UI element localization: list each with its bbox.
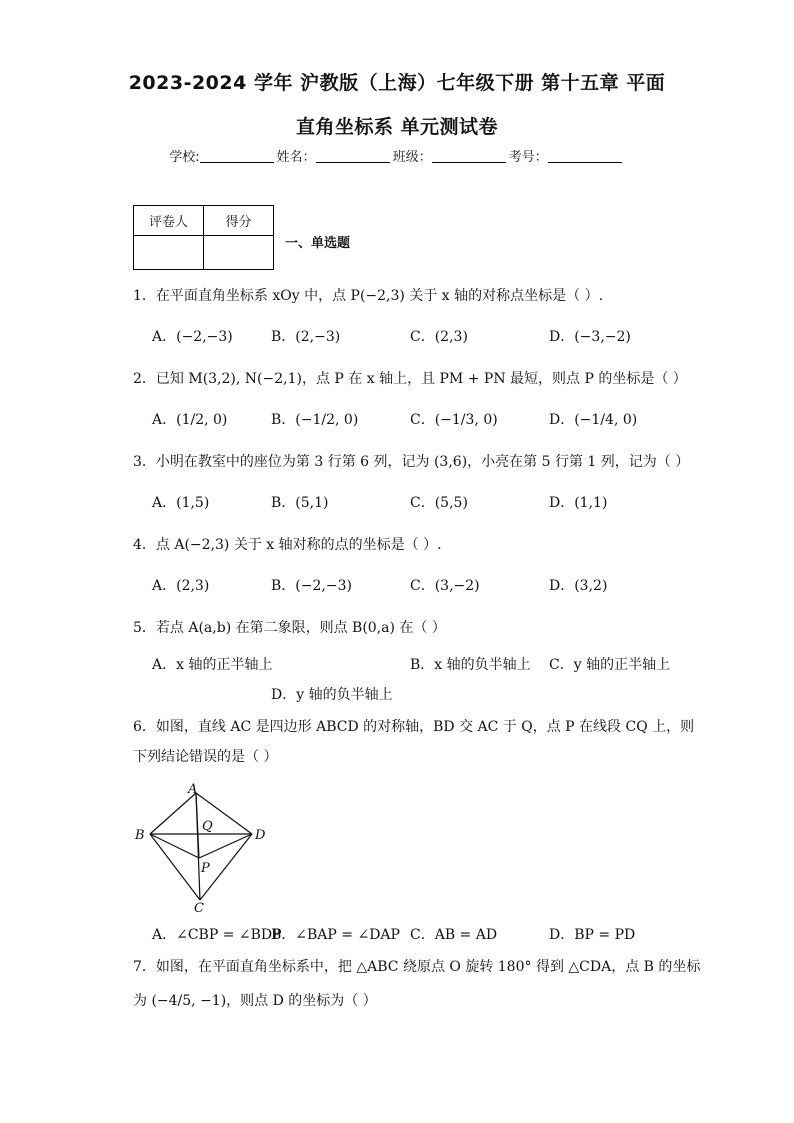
- title-line-1: 2023-2024 学年 沪教版（上海）七年级下册 第十五章 平面: [128, 72, 666, 94]
- q3-option-b: B．(5,1): [271, 495, 329, 511]
- q5-option-d: D．y 轴的负半轴上: [271, 687, 393, 703]
- q1-option-b: B．(2,−3): [271, 329, 341, 345]
- q4-option-d: D．(3,2): [549, 578, 608, 594]
- label-d: D: [255, 828, 266, 843]
- q1-option-d: D．(−3,−2): [549, 329, 631, 345]
- section-heading: 一、单选题: [285, 236, 351, 251]
- q4-option-c: C．(3,−2): [410, 578, 480, 594]
- q4-option-b: B．(−2,−3): [271, 578, 352, 594]
- question-4-stem: 4．点 A(−2,3) 关于 x 轴对称的点的坐标是（ ）.: [133, 537, 442, 553]
- score-cell: [204, 236, 274, 270]
- question-7-stem-line-2: 为 (−4/5, −1)，则点 D 的坐标为（ ）: [133, 993, 377, 1009]
- question-7-stem-line-1: 7．如图，在平面直角坐标系中，把 △ABC 绕原点 O 旋转 180° 得到 △CDA，点 B 的坐标: [133, 959, 701, 975]
- q6-option-c: C．AB = AD: [410, 927, 498, 943]
- q2-option-d: D．(−1/4, 0): [549, 412, 638, 428]
- segment-dp: [199, 834, 252, 858]
- grader-cell: [134, 236, 204, 270]
- score-table: [133, 205, 274, 270]
- q2-option-b: B．(−1/2, 0): [271, 412, 359, 428]
- question-5-stem: 5．若点 A(a,b) 在第二象限，则点 B(0,a) 在（ ）: [133, 620, 446, 636]
- class-blank: [432, 149, 506, 163]
- class-label: 班级：: [392, 150, 432, 165]
- question-6-stem-line-2: 下列结论错误的是（ ）: [133, 749, 278, 765]
- q2-option-a: A．(1/2, 0): [152, 412, 228, 428]
- q1-option-c: C．(2,3): [410, 329, 468, 345]
- q1-option-a: A．(−2,−3): [152, 329, 233, 345]
- edge-bc: [150, 834, 200, 900]
- student-info-line: [0, 146, 794, 165]
- quadrilateral-figure: [128, 780, 278, 915]
- q3-option-d: D．(1,1): [549, 495, 608, 511]
- q4-option-a: A．(2,3): [152, 578, 210, 594]
- question-3-stem: 3．小明在教室中的座位为第 3 行第 6 列，记为 (3,6)，小亮在第 5 行第 1 列，记为（ ）: [133, 454, 690, 470]
- q6-option-d: D．BP = PD: [549, 927, 636, 943]
- q6-option-b: B．∠BAP = ∠DAP: [271, 927, 400, 943]
- title-line-2: 直角坐标系 单元测试卷: [295, 116, 499, 138]
- question-1-stem: 1．在平面直角坐标系 xOy 中，点 P(−2,3) 关于 x 轴的对称点坐标是（ ）.: [133, 288, 604, 304]
- q6-option-a: A．∠CBP = ∠BDP: [152, 927, 282, 943]
- q5-option-b: B．x 轴的负半轴上: [410, 657, 531, 673]
- q3-option-a: A．(1,5): [152, 495, 210, 511]
- q5-option-a: A．x 轴的正半轴上: [152, 657, 273, 673]
- grader-header: 评卷人: [134, 206, 204, 236]
- label-a: A: [188, 782, 198, 797]
- number-blank: [548, 149, 622, 163]
- q2-option-c: C．(−1/3, 0): [410, 412, 498, 428]
- label-b: B: [135, 828, 145, 843]
- score-header: 得分: [204, 206, 274, 236]
- question-2-stem: 2．已知 M(3,2), N(−2,1)，点 P 在 x 轴上，且 PM + PN 最短，则点 P 的坐标是（ ）: [133, 371, 687, 387]
- number-label: 考号：: [508, 150, 548, 165]
- q5-option-c: C．y 轴的正半轴上: [549, 657, 671, 673]
- segment-bp: [150, 834, 199, 858]
- name-blank: [316, 149, 390, 163]
- label-p: P: [201, 861, 210, 876]
- q3-option-c: C．(5,5): [410, 495, 468, 511]
- school-blank: [200, 149, 274, 163]
- name-label: 姓名：: [276, 150, 316, 165]
- question-6-stem-line-1: 6．如图，直线 AC 是四边形 ABCD 的对称轴，BD 交 AC 于 Q，点 P 在线段 CQ 上，则: [133, 719, 695, 735]
- label-q: Q: [202, 819, 213, 834]
- edge-ab: [150, 793, 196, 834]
- label-c: C: [194, 901, 204, 915]
- school-label: 学校:: [169, 150, 200, 165]
